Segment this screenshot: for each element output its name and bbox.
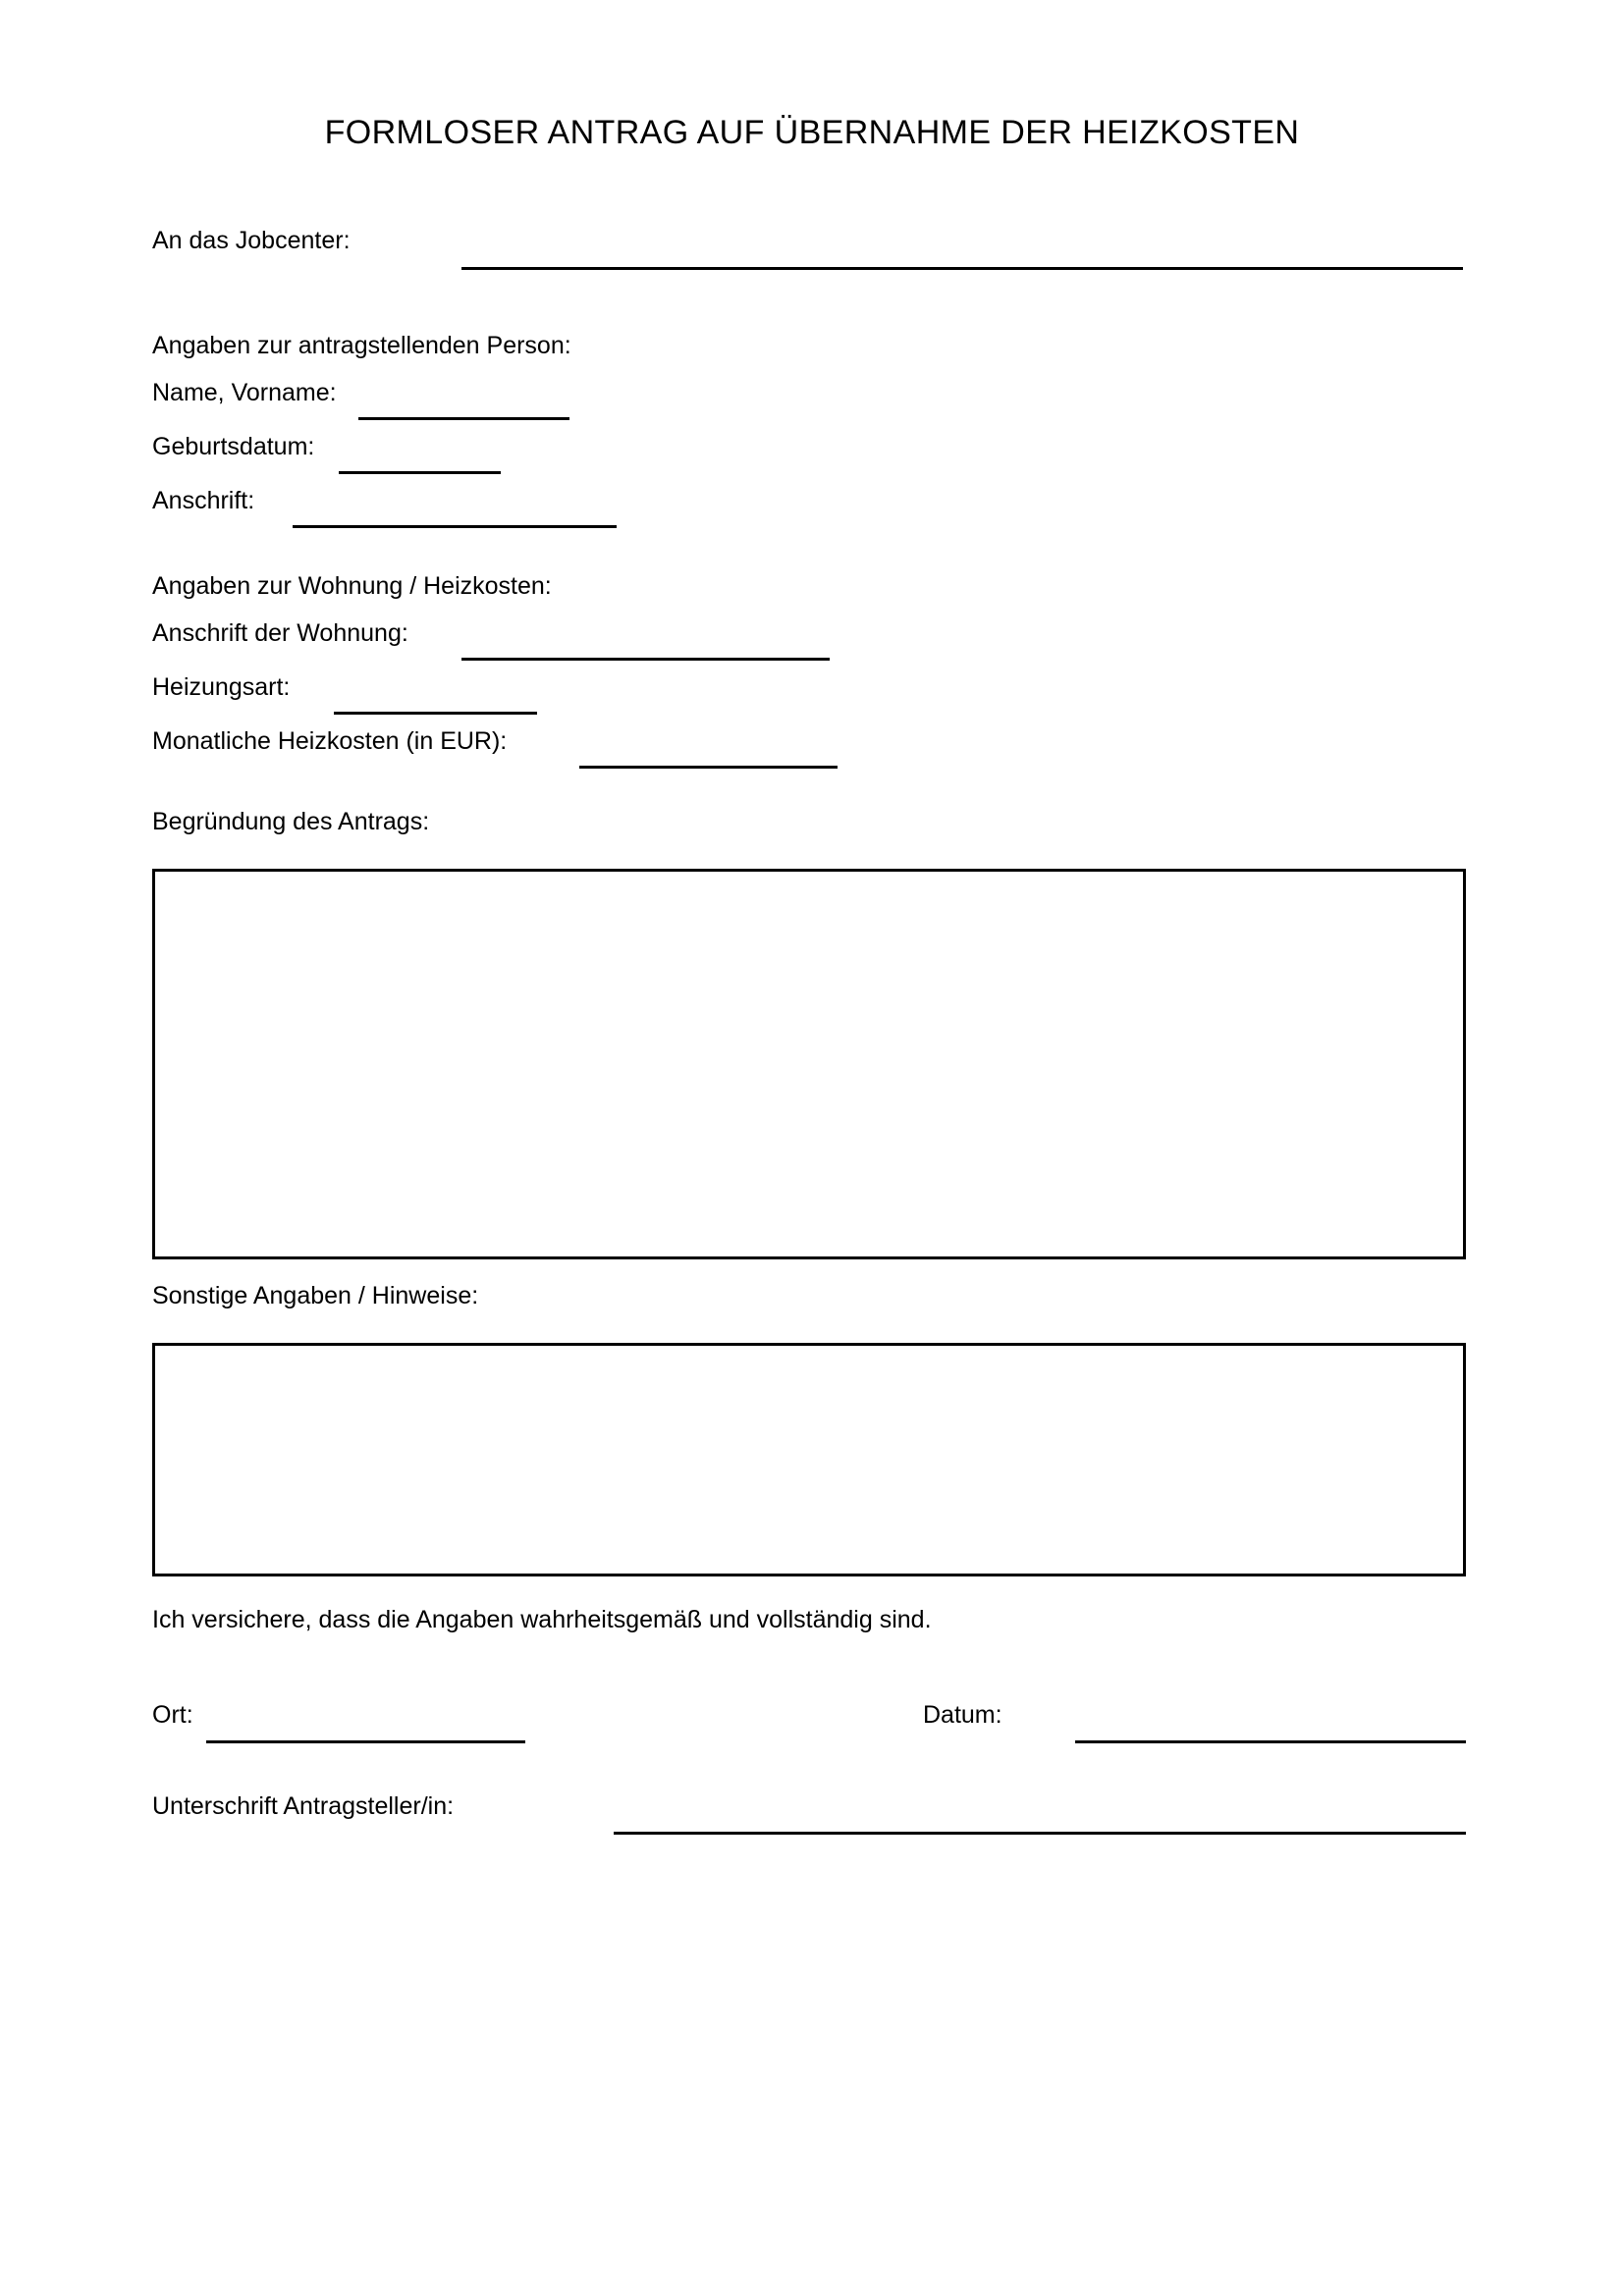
name-label: Name, Vorname: [152,379,337,406]
monthly-cost-label: Monatliche Heizkosten (in EUR): [152,727,508,755]
birthdate-input-rule[interactable] [339,471,501,474]
heating-type-input-rule[interactable] [334,712,537,715]
declaration-text: Ich versichere, dass die Angaben wahrheitsgemäß und vollständig sind. [152,1606,932,1633]
address-label: Anschrift: [152,487,255,514]
birthdate-label: Geburtsdatum: [152,433,315,460]
flat-address-input-rule[interactable] [461,658,830,661]
reason-heading: Begründung des Antrags: [152,808,430,835]
page-title: FORMLOSER ANTRAG AUF ÜBERNAHME DER HEIZKOSTEN [324,114,1300,151]
recipient-input-rule[interactable] [461,267,1463,270]
notes-textarea[interactable] [152,1343,1466,1576]
place-input-rule[interactable] [206,1740,525,1743]
place-label: Ort: [152,1701,193,1729]
heating-type-label: Heizungsart: [152,673,291,701]
name-input-rule[interactable] [358,417,569,420]
reason-textarea[interactable] [152,869,1466,1259]
date-label: Datum: [923,1701,1002,1729]
address-input-rule[interactable] [293,525,617,528]
recipient-label: An das Jobcenter: [152,227,351,254]
notes-heading: Sonstige Angaben / Hinweise: [152,1282,479,1309]
flat-address-label: Anschrift der Wohnung: [152,619,408,647]
date-input-rule[interactable] [1075,1740,1466,1743]
housing-section-heading: Angaben zur Wohnung / Heizkosten: [152,572,552,600]
monthly-cost-input-rule[interactable] [579,766,838,769]
applicant-section-heading: Angaben zur antragstellenden Person: [152,332,571,359]
signature-input-rule[interactable] [614,1832,1466,1835]
signature-label: Unterschrift Antragsteller/in: [152,1792,455,1820]
